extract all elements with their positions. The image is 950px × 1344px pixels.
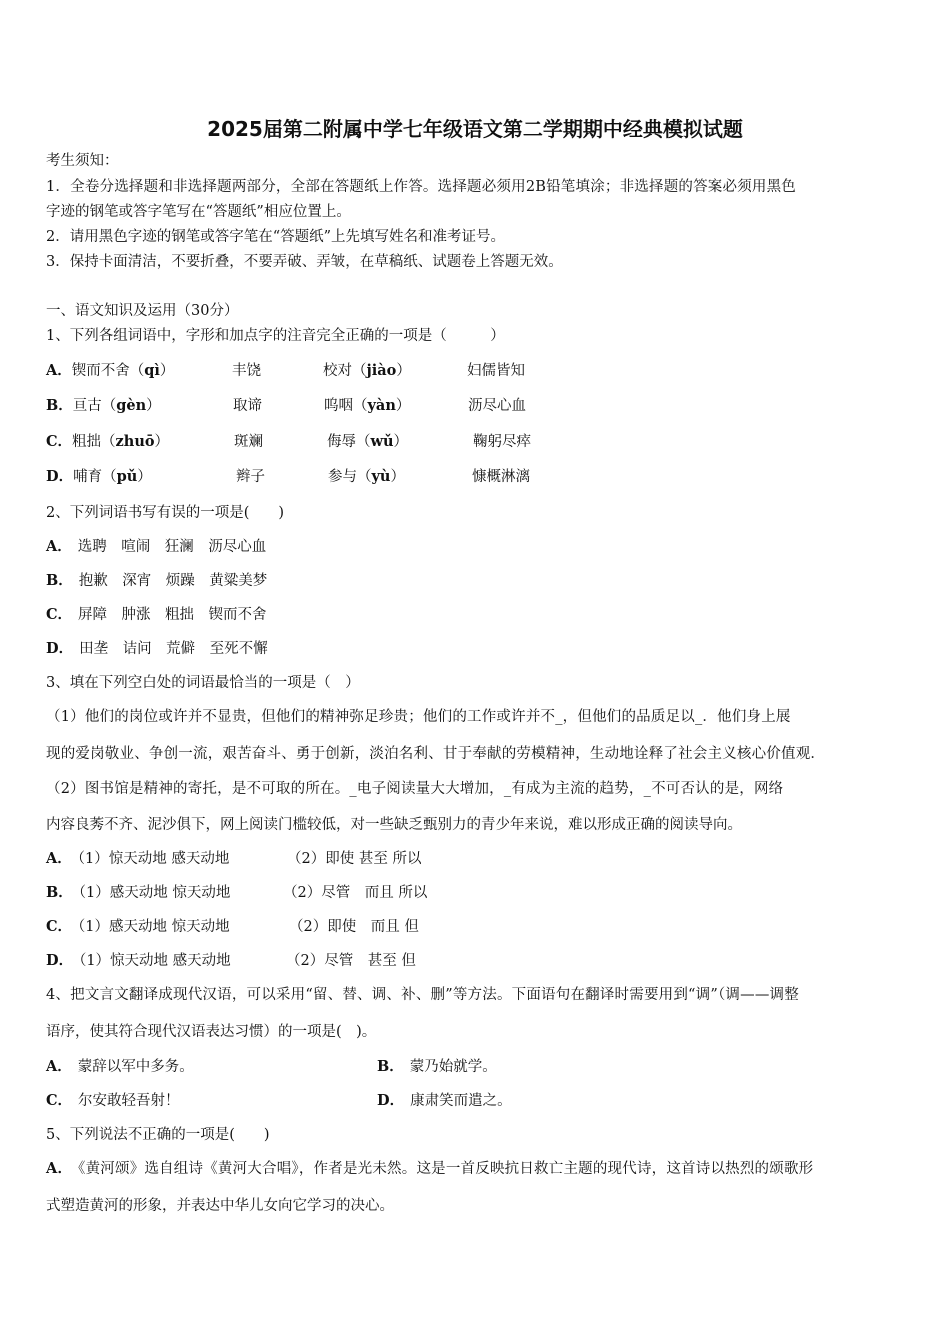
question-5-option-a-line-2: 式塑造黄河的形象，并表达中华儿女向它学习的决心。 xyxy=(46,1198,394,1214)
option-part-1: （1）感天动地 惊天动地 xyxy=(78,885,231,901)
option-word: 锲而不舍（ xyxy=(71,363,145,379)
option-word: 沥尽心血 xyxy=(468,398,526,414)
option-word: 取谛 xyxy=(233,398,262,414)
question-4-stem-line-2: 语序，使其符合现代汉语表达习惯）的一项是( )。 xyxy=(46,1024,377,1040)
pinyin: pǔ xyxy=(116,468,138,485)
question-2-stem: 2、下列词语书写有误的一项是( ) xyxy=(46,505,285,521)
pinyin: yù xyxy=(371,468,391,485)
question-4-option-d xyxy=(377,1092,512,1110)
question-2-option-d xyxy=(46,640,268,658)
option-letter: C． xyxy=(46,606,73,623)
option-word: 哺育（ xyxy=(73,469,117,485)
paren: ） xyxy=(154,434,170,450)
question-3-stem: 3、填在下列空白处的词语最恰当的一项是（ ） xyxy=(46,675,360,691)
notice-item-2: 2．请用黑色字迹的钢笔或答字笔在“答题纸”上先填写姓名和准考证号。 xyxy=(46,229,506,245)
option-letter: D． xyxy=(46,640,74,657)
question-5-stem: 5、下列说法不正确的一项是( ) xyxy=(46,1127,270,1143)
notice-item-1-line-1: 1．全卷分选择题和非选择题两部分，全部在答题纸上作答。选择题必须用2B铅笔填涂；非选择题的答案必须用黑色 xyxy=(46,179,797,195)
notice-item-1-line-2: 字迹的钢笔或答字笔写在“答题纸”相应位置上。 xyxy=(46,204,351,220)
option-text: 蒙辞以军中多务。 xyxy=(77,1059,194,1075)
pinyin: jiào xyxy=(366,362,397,379)
option-text: 屏障 肿涨 粗拙 锲而不舍 xyxy=(78,607,267,623)
pinyin: wǔ xyxy=(370,433,394,450)
option-word: 辫子 xyxy=(236,469,265,485)
option-letter: C． xyxy=(46,918,73,935)
notice-heading: 考生须知： xyxy=(46,153,119,169)
paren: ） xyxy=(395,398,411,414)
question-3-passage-1-line-2: 现的爱岗敬业、争创一流，艰苦奋斗、勇于创新，淡泊名利、甘于奉献的劳模精神，生动地诠释了社会主义核心价值观． xyxy=(46,746,826,762)
notice-item-3: 3．保持卡面清洁，不要折叠，不要弄破、弄皱，在草稿纸、试题卷上答题无效。 xyxy=(46,254,563,270)
option-word: 鞠躬尽瘁 xyxy=(473,434,531,450)
pinyin: yàn xyxy=(367,397,396,414)
question-5-option-a-line-1 xyxy=(46,1160,904,1178)
question-1-stem: 1、下列各组词语中，字形和加点字的注音完全正确的一项是（ ） xyxy=(46,328,505,344)
option-part-2: （2）即使 而且 但 xyxy=(289,919,419,935)
option-text: 田垄 诘问 荒僻 至死不懈 xyxy=(79,641,268,657)
pinyin: zhuō xyxy=(115,433,155,450)
option-letter: A． xyxy=(46,1160,73,1177)
question-3-passage-2-line-1: （2）图书馆是精神的寄托，是不可取的所在。_电子阅读量大大增加，_有成为主流的趋势，_不可否认的是，网络 xyxy=(46,781,784,797)
pinyin: qì xyxy=(144,362,160,379)
option-part-2: （2）尽管 甚至 但 xyxy=(286,953,416,969)
option-letter: B． xyxy=(46,397,73,414)
option-word: 参与（ xyxy=(328,469,372,485)
paren: ） xyxy=(390,469,405,485)
question-4-option-b xyxy=(377,1058,497,1076)
option-text: 蒙乃始就学。 xyxy=(409,1059,497,1075)
option-letter: D． xyxy=(377,1092,405,1109)
question-3-passage-1-line-1: （1）他们的岗位或许并不显贵，但他们的精神弥足珍贵；他们的工作或许并不_，但他们的品质足以_．他们身上展 xyxy=(46,709,791,725)
option-letter: C． xyxy=(46,1092,73,1109)
option-letter: D． xyxy=(46,952,74,969)
option-word: 斑斓 xyxy=(234,434,263,450)
paren: ） xyxy=(393,434,409,450)
option-text: 《黄河颂》选自组诗《黄河大合唱》，作者是光未然。这是一首反映抗日救亡主题的现代诗，这首诗以热烈的颂歌形 xyxy=(78,1161,814,1177)
option-word: 妇儒皆知 xyxy=(467,363,525,379)
option-word: 校对（ xyxy=(323,363,367,379)
option-part-2: （2）尽管 而且 所以 xyxy=(283,885,428,901)
option-letter: A． xyxy=(46,1058,72,1075)
option-part-1: （1）惊天动地 感天动地 xyxy=(77,851,230,867)
option-letter: B． xyxy=(46,884,73,901)
option-word: 侮辱（ xyxy=(327,434,371,450)
question-2-option-b xyxy=(46,572,267,590)
option-word: 慷概淋漓 xyxy=(472,469,530,485)
question-3-passage-2-line-2: 内容良莠不齐、泥沙俱下，网上阅读门槛较低，对一些缺乏甄别力的青少年来说，难以形成正确的阅读导向。 xyxy=(46,817,742,833)
option-letter: B． xyxy=(377,1058,404,1075)
option-part-2: （2）即使 甚至 所以 xyxy=(287,851,422,867)
option-part-1: （1）感天动地 惊天动地 xyxy=(78,919,230,935)
question-4-option-a xyxy=(46,1058,194,1076)
option-text: 尔安敢轻吾射！ xyxy=(78,1093,180,1109)
question-4-option-c xyxy=(46,1092,180,1110)
option-part-1: （1）惊天动地 感天动地 xyxy=(79,953,231,969)
option-word: 粗拙（ xyxy=(72,434,116,450)
question-2-option-c xyxy=(46,606,267,624)
paren: ） xyxy=(137,469,152,485)
option-letter: D． xyxy=(46,468,74,485)
option-letter: A． xyxy=(46,850,72,867)
paren: ） xyxy=(396,363,411,379)
option-text: 选聘 喧闹 狂澜 沥尽心血 xyxy=(77,539,267,555)
question-4-stem-line-1: 4、把文言文翻译成现代汉语，可以采用“留、替、调、补、删”等方法。下面语句在翻译时需要用到“调”（调——调整 xyxy=(46,987,799,1003)
option-word: 亘古（ xyxy=(72,398,117,414)
option-letter: B． xyxy=(46,572,73,589)
page-title: 2025届第二附属中学七年级语文第二学期期中经典模拟试题 xyxy=(207,117,743,141)
option-word: 呜咽（ xyxy=(324,398,368,414)
question-2-option-a xyxy=(46,538,266,556)
option-letter: C． xyxy=(46,433,73,450)
pinyin: gèn xyxy=(116,397,147,414)
option-word: 丰饶 xyxy=(232,363,261,379)
option-text: 康肃笑而遣之。 xyxy=(410,1093,512,1109)
section-heading: 一、语文知识及运用（30分） xyxy=(46,303,239,319)
paren: ） xyxy=(159,363,175,379)
option-letter: A． xyxy=(46,362,72,379)
option-text: 抱歉 深宵 烦躁 黄粱美梦 xyxy=(78,573,268,589)
paren: ） xyxy=(146,398,161,414)
option-letter: A． xyxy=(46,538,72,555)
